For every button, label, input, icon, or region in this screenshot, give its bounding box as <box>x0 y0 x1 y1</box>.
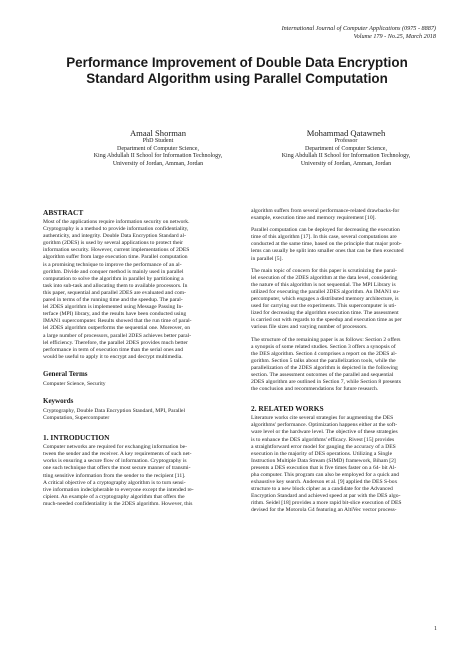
left-column <box>43 208 234 508</box>
introduction-heading: 1. INTRODUCTION <box>43 433 110 443</box>
abstract-text: Most of the applications require information security on network. Cryptography is a method to provide information confidentiality, authenticity, and integrity. Double Data Encryption Standard al- gorithm (2DES) is used by several applications to protect their information security. However, current implementations of 2DES algorithm suffer from large execution time. Parallel computation is a promising technique to improve the performance of an al- gorithm. Divide and conquer method is mainly used in parallel computation to solve the algorithm in parallel by partitioning a task into sub-task and allocating them to available processors. In this paper, sequential and parallel 2DES are evaluated and com- pared in terms of the running time and the speedup. The paral- lel 2DES algorithm is implemented using Message Passing In- terface (MPI) library, and the results have been conducted using IMAN1 supercomputer. Results showed that the run time of paral- lel 2DES algorithm outperforms the sequential one. Moreover, on a large number of processors, parallel 2DES achieves better paral- lel efficiency. Therefore, the parallel 2DES provides much better performance in term of execution time than the serial ones and would be useful to apply it to encrypt and decrypt multimedia. <box>43 219 192 360</box>
author-name: Mohammad Qatawneh <box>306 128 386 138</box>
title-line-1: Performance Improvement of Double Data Encryption <box>66 55 408 70</box>
author-name: Amaal Shorman <box>129 128 187 138</box>
related-works-heading: 2. RELATED WORKS <box>251 404 324 414</box>
page-number: 1 <box>434 626 437 632</box>
general-terms-heading: General Terms <box>43 369 88 378</box>
keywords-text: Cryptography, Double Data Encryption Standard, MPI, Parallel Computation, Supercomputer <box>43 407 186 422</box>
author-role: Professor <box>334 138 358 144</box>
journal-header <box>136 25 436 40</box>
author-university: University of Jordan, Amman, Jordan <box>112 160 204 167</box>
paragraph: The structure of the remaining paper is as follows: Section 2 offers a synopsis of some related studies. Section 3 offers a synopsis of the DES algorithm. Section 4 comprises a report on the 2DES al- gorithm. Section 5 talks about the parallelization tools, while the parallelization of the 2DES algorithm is depicted in the following section. The assessment outcomes of the parallel and sequential 2DES algorithm are outlined in Section 7, while Section 8 presents the conclusion and recommendations for future research. <box>251 336 401 393</box>
related-works-text: Literature works cite several strategies for augmenting the DES algorithms' performance. Optimization happens either at the soft- ware level or the hardware level. The objective of these strategies is to enhance the DES algorithms' efficacy. Rivest [15] provides a straightforward error model for gauging the accuracy of a DES execution in the majority of DES operations. Utilizing a Single Instruction Multiple Data Stream (SIMD) framework, Biham [2] presents a DES execution that is five times faster on a 64- bit Al- pha computer. This program can also be employed for a quick and exhaustive key search. Anderson et al. [9] applied the DES S-box structure to a new block cipher as a candidate for the Advanced Encryption Standard and achieved speed at par with the DES algo- rithm. Seidel [18] provides a more rapid bit-slice execution of DES devised for the Motorola G4 featuring an AltiVec vector process- <box>251 415 402 514</box>
right-column <box>251 208 442 515</box>
paragraph: algorithm suffers from several performance-related drawbacks-for example, execution time and memory requirement [10]. <box>251 208 400 222</box>
author-school: King Abdullah II School for Information Technology, <box>93 153 223 160</box>
author-block-2 <box>246 128 446 168</box>
paragraph: Parallel computation can be deployed for decreasing the execution time of this algorithm [17]. In this case, several computations are conducted at the same time, based on the principle that major prob- lems can usually be split into smaller ones that can be then executed in parallel [5]. <box>251 227 404 262</box>
paper-title <box>0 55 474 87</box>
author-school: King Abdullah II School for Information Technology, <box>281 153 411 160</box>
keywords-heading: Keywords <box>43 396 74 405</box>
author-role: PhD Student <box>142 138 174 144</box>
journal-name: International Journal of Computer Applications (0975 - 8887) <box>281 25 436 32</box>
title-line-2: Standard Algorithm using Parallel Computation <box>86 71 388 86</box>
paragraph: The main topic of concern for this paper is scrutinizing the paral- lel execution of the 2DES algorithm at the data level, considering the nature of this algorithm is not sequential. The MPI Library is utilized for executing the parallel 2DES algorithm. An IMAN1 su- percomputer, which engages a distributed memory architecture, is used for carrying out the experiments. This supercomputer is uti- lized for decreasing the algorithm execution time. The assessment is carried out with regards to the speedup and execution time as per various file sizes and varying number of processors. <box>251 267 402 331</box>
author-department: Department of Computer Science, <box>117 145 199 152</box>
general-terms-text: Computer Science, Security <box>43 380 106 387</box>
author-university: University of Jordan, Amman, Jordan <box>300 160 392 167</box>
author-block-1 <box>58 128 258 168</box>
journal-volume: Volume 179 - No.25, March 2018 <box>353 32 436 40</box>
author-department: Department of Computer Science, <box>305 145 387 152</box>
introduction-text: Computer networks are required for exchanging information be- tween the sender and the receiver. A key requirements of such net- works is ensuring a secure flow of information. Cryptography is one such technique that offers the most secure manner of transmi- tting sensitive information from the sender to the recipient [11]. A critical objective of a cryptography algorithm is to turn sensi- tive information indecipherable to everyone except the intended re- cipient. An example of a cryptography algorithm that offers the much-needed confidentiality is the 2DES algorithm. However, this <box>43 444 194 507</box>
abstract-heading: ABSTRACT <box>43 208 84 217</box>
